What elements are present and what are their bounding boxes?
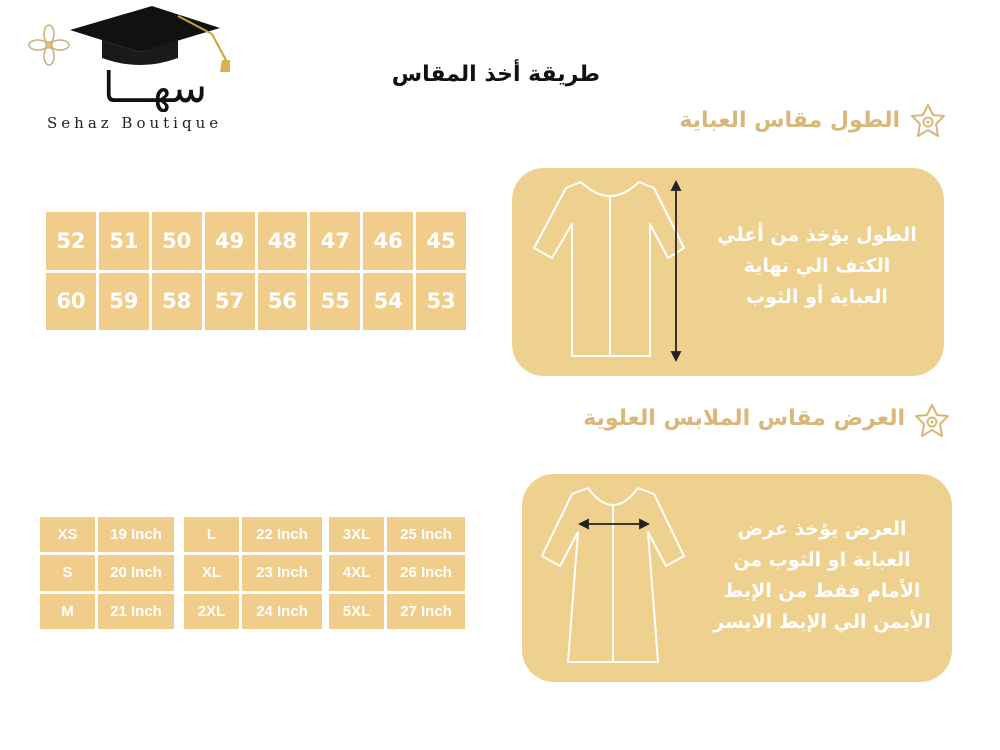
width-section-title: العرض مقاس الملابس العلوية [583,406,905,431]
size-cell: 49 [205,212,255,270]
size-label: S [40,555,95,590]
size-cell: 56 [258,273,308,331]
svg-text:سهـــا: سهـــا [102,63,208,112]
length-description: الطول يؤخذ من أعلي الكتف الي نهاية العباية أو الثوب [717,224,917,308]
size-cell: 50 [152,212,202,270]
size-cell: 52 [46,212,96,270]
size-width: 24 Inch [242,594,322,629]
abaya-length-diagram [526,176,686,366]
size-label: L [184,517,239,552]
brand-name: Sehaz Boutique [47,114,223,132]
abaya-width-diagram [538,482,688,672]
size-width: 23 Inch [242,555,322,590]
length-section-title: الطول مقاس العباية [679,108,900,133]
size-cell: 59 [99,273,149,331]
size-cell: 46 [363,212,413,270]
size-width: 20 Inch [98,555,174,590]
flower-icon [28,24,70,66]
width-info-panel [522,474,952,682]
size-width: 22 Inch [242,517,322,552]
size-cell: 45 [416,212,466,270]
page-title: طريقة أخذ المقاس [391,62,600,87]
size-label: M [40,594,95,629]
size-cell: 57 [205,273,255,331]
size-label: XL [184,555,239,590]
flower-icon [908,102,948,142]
size-table [40,517,174,629]
length-info-panel [512,168,944,376]
size-width: 25 Inch [387,517,465,552]
size-label: XS [40,517,95,552]
size-cell: 60 [46,273,96,331]
size-table [184,517,322,629]
size-cell: 53 [416,273,466,331]
size-label: 2XL [184,594,239,629]
size-cell: 54 [363,273,413,331]
size-cell: 51 [99,212,149,270]
size-width: 26 Inch [387,555,465,590]
size-label: 3XL [329,517,384,552]
flower-icon [912,402,952,442]
size-width: 27 Inch [387,594,465,629]
size-cell: 58 [152,273,202,331]
size-label: 4XL [329,555,384,590]
size-cell: 55 [310,273,360,331]
size-label: 5XL [329,594,384,629]
size-cell: 48 [258,212,308,270]
number-size-grid [46,212,466,330]
size-cell: 47 [310,212,360,270]
width-description: العرض يؤخذ عرض العباية او الثوب من الأمام فقط من الإبط الأيمن الي الإبط الايسر [713,518,931,633]
size-table [329,517,465,629]
size-width: 19 Inch [98,517,174,552]
size-width: 21 Inch [98,594,174,629]
brand-logo-arabic [40,62,270,112]
